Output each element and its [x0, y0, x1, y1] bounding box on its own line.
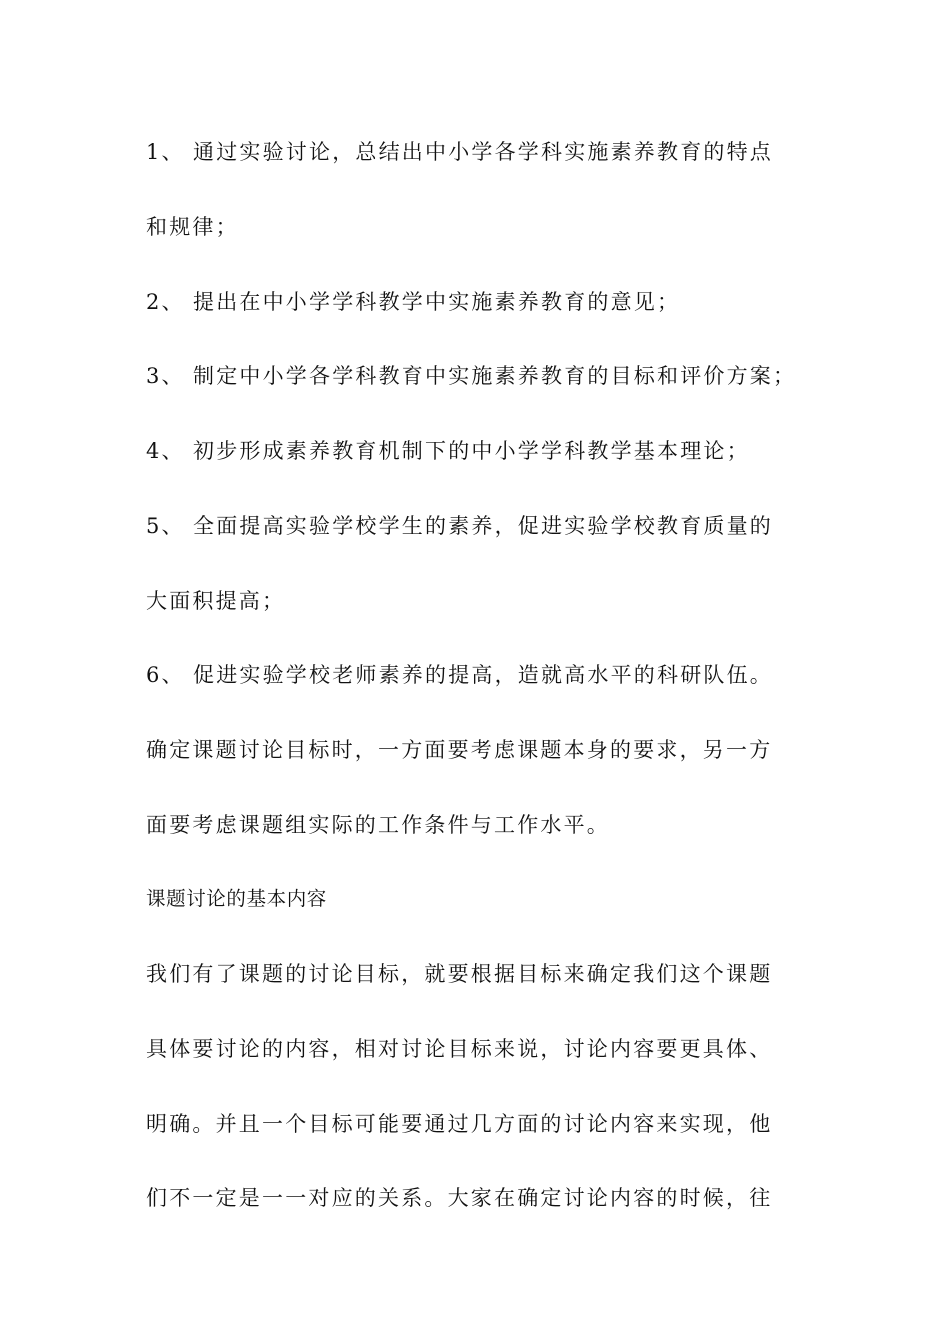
list-item-2 — [146, 288, 816, 316]
list-text: 全面提高实验学校学生的素养，促进实验学校教育质量的 — [193, 514, 773, 538]
list-item-4 — [146, 437, 816, 465]
paragraph-2-line-2: 具体要讨论的内容，相对讨论目标来说，讨论内容要更具体、 — [146, 1037, 773, 1061]
list-item-5-continued — [146, 587, 816, 615]
list-text: 大面积提高； — [146, 589, 286, 613]
list-item-1 — [146, 138, 816, 166]
list-item-5 — [146, 512, 816, 540]
paragraph-2-line-4: 们不一定是一一对应的关系。大家在确定讨论内容的时候，往 — [146, 1186, 773, 1210]
list-text: 和规律； — [146, 215, 239, 239]
list-text: 提出在中小学学科教学中实施素养教育的意见； — [193, 290, 681, 314]
list-item-3 — [146, 362, 816, 390]
list-text: 初步形成素养教育机制下的中小学学科教学基本理论； — [193, 439, 750, 463]
list-text: 促进实验学校老师素养的提高，造就高水平的科研队伍。 — [193, 663, 773, 687]
section-title: 课题讨论的基本内容 — [146, 887, 327, 910]
list-item-6 — [146, 661, 816, 689]
list-item-1-continued — [146, 213, 816, 241]
list-number: 4、 — [146, 439, 185, 463]
list-number: 5、 — [146, 514, 185, 538]
paragraph-2-line-3: 明确。并且一个目标可能要通过几方面的讨论内容来实现，他 — [146, 1112, 773, 1136]
paragraph-1-line-2: 面要考虑课题组实际的工作条件与工作水平。 — [146, 813, 610, 837]
list-number: 2、 — [146, 290, 185, 314]
list-number: 3、 — [146, 364, 185, 388]
paragraph-1-line-1: 确定课题讨论目标时，一方面要考虑课题本身的要求，另一方 — [146, 738, 773, 762]
list-number: 6、 — [146, 663, 185, 687]
list-number: 1、 — [146, 140, 185, 164]
paragraph-2-line-1: 我们有了课题的讨论目标，就要根据目标来确定我们这个课题 — [146, 962, 773, 986]
list-text: 通过实验讨论，总结出中小学各学科实施素养教育的特点 — [193, 140, 773, 164]
list-text: 制定中小学各学科教育中实施素养教育的目标和评价方案； — [193, 364, 797, 388]
